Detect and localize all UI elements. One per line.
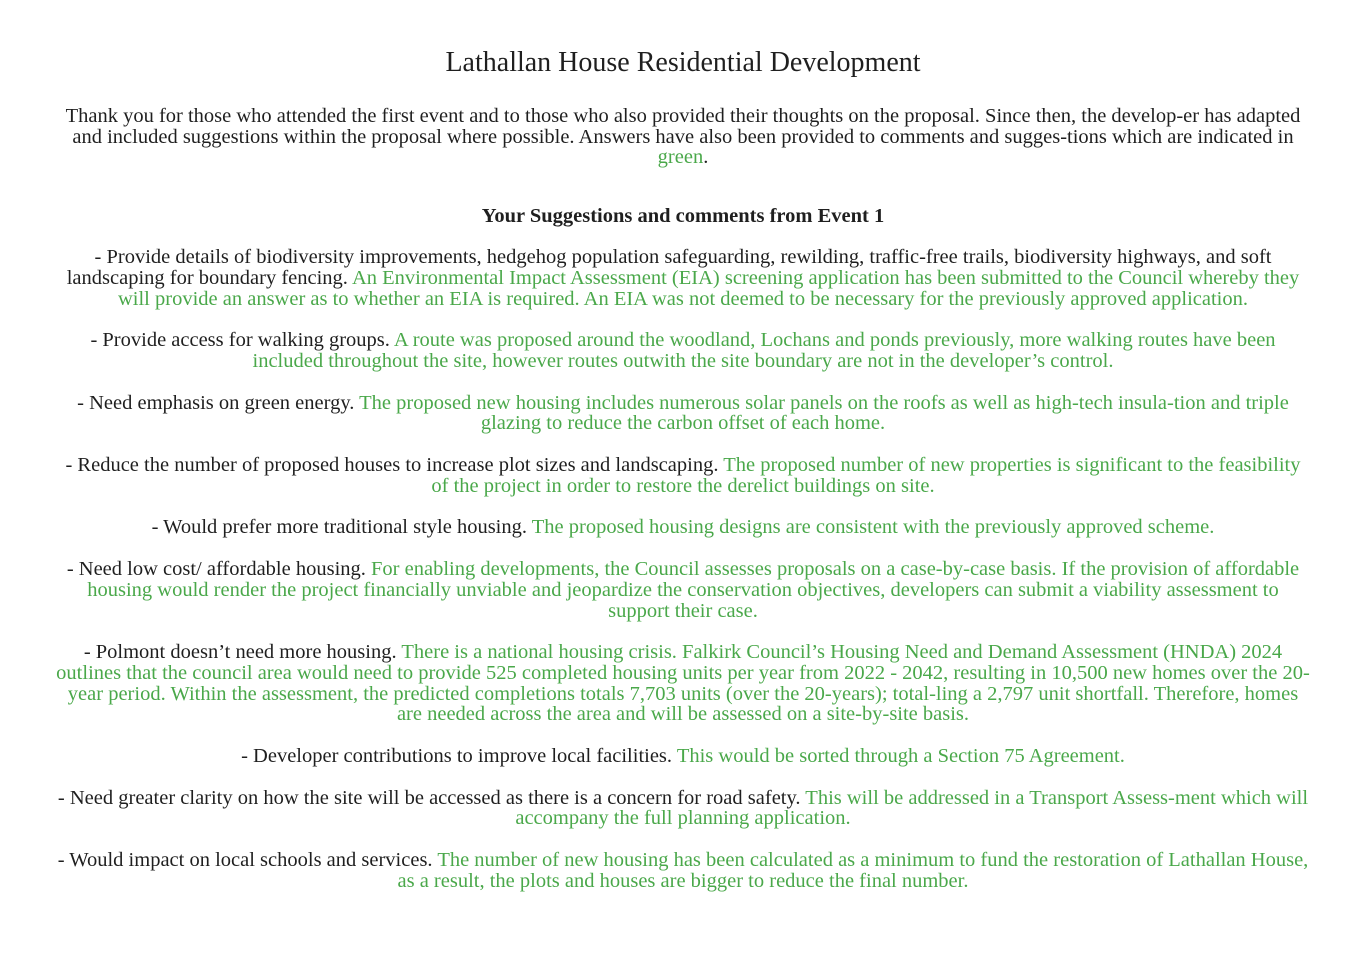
response-text: This would be sorted through a Section 75 Agreement. (676, 745, 1125, 768)
comment-item (56, 642, 1310, 725)
response-text: For enabling developments, the Council assesses proposals on a case-by-case basis. If the provision of affordable housing would render the project financially unviable and jeopardize the conservation objectives, developers can submit a viability assessment to support their case. (87, 558, 1300, 622)
comment-text: - Need emphasis on green energy. (77, 391, 355, 414)
comment-text: - Provide access for walking groups. (90, 329, 390, 352)
response-text: The proposed number of new properties is significant to the feasibility of the project in order to restore the derelict buildings on site. (431, 454, 1301, 497)
page-title: Lathallan House Residential Development (445, 47, 921, 78)
comment-item (56, 393, 1310, 434)
comment-item (56, 788, 1310, 829)
intro-end: . (703, 146, 709, 169)
comment-text: - Would impact on local schools and services. (57, 849, 433, 872)
comment-text: - Polmont doesn’t need more housing. (83, 641, 397, 664)
comments-list (56, 247, 1310, 891)
comment-item (56, 517, 1310, 538)
comment-item (56, 559, 1310, 621)
comment-item (56, 330, 1310, 371)
comment-item (56, 746, 1310, 767)
response-text: This will be addressed in a Transport Assess-ment which will accompany the full planning application. (515, 786, 1309, 830)
comment-item (56, 850, 1310, 891)
intro-text: Thank you for those who attended the first event and to those who also provided their thoughts on the proposal. Since then, the develop-er has adapted and included suggestions within the proposal where possible. Answers have also been provided to comments and sugges-tions which are indicated in (65, 105, 1301, 148)
response-text: The number of new housing has been calculated as a minimum to fund the restoration of Lathallan House, as a result, the plots and houses are bigger to reduce the final number. (397, 849, 1309, 892)
section-heading: Your Suggestions and comments from Event 1 (481, 205, 885, 228)
response-text: The proposed housing designs are consistent with the previously approved scheme. (531, 516, 1215, 539)
response-text: There is a national housing crisis. Falkirk Council’s Housing Need and Demand Assessment (HNDA) 2024 outlines that the council area would need to provide 525 completed housing units per year from 2022 - 2042, resulting in 10,500 new homes over the 20-year period. Within the assessment, the predicted completions totals 7,703 units (over the 20-years); total-ling a 2,797 unit shortfall. Therefore, homes are needed across the area and will be assessed on a site-by-site basis. (56, 641, 1310, 726)
response-text: A route was proposed around the woodland, Lochans and ponds previously, more walking routes have been included throughout the site, however routes outwith the site boundary are not in the developer’s control. (252, 329, 1276, 372)
response-text: An Environmental Impact Assessment (EIA) screening application has been submitted to the Council whereby they will provide an answer as to whether an EIA is required. An EIA was not deemed to be necessary for the previously approved application. (117, 266, 1300, 310)
comment-text: - Need greater clarity on how the site will be accessed as there is a concern for road safety. (57, 786, 801, 809)
comment-item (56, 247, 1310, 309)
comment-text: - Provide details of biodiversity improvements, hedgehog population safeguarding, rewilding, traffic-free trails, biodiversity highways, and soft landscaping for boundary fencing. (66, 246, 1272, 289)
comment-text: - Need low cost/ affordable housing. (66, 558, 366, 581)
response-text: The proposed new housing includes numerous solar panels on the roofs as well as high-tech insula-tion and triple glazing to reduce the carbon offset of each home. (359, 391, 1289, 435)
comment-item (56, 455, 1310, 496)
comment-text: - Developer contributions to improve local facilities. (241, 745, 673, 768)
intro-green-word: green (657, 146, 704, 169)
comment-text: - Reduce the number of proposed houses to increase plot sizes and landscaping. (65, 454, 719, 477)
comment-text: - Would prefer more traditional style housing. (151, 516, 528, 539)
intro-paragraph (56, 106, 1310, 168)
